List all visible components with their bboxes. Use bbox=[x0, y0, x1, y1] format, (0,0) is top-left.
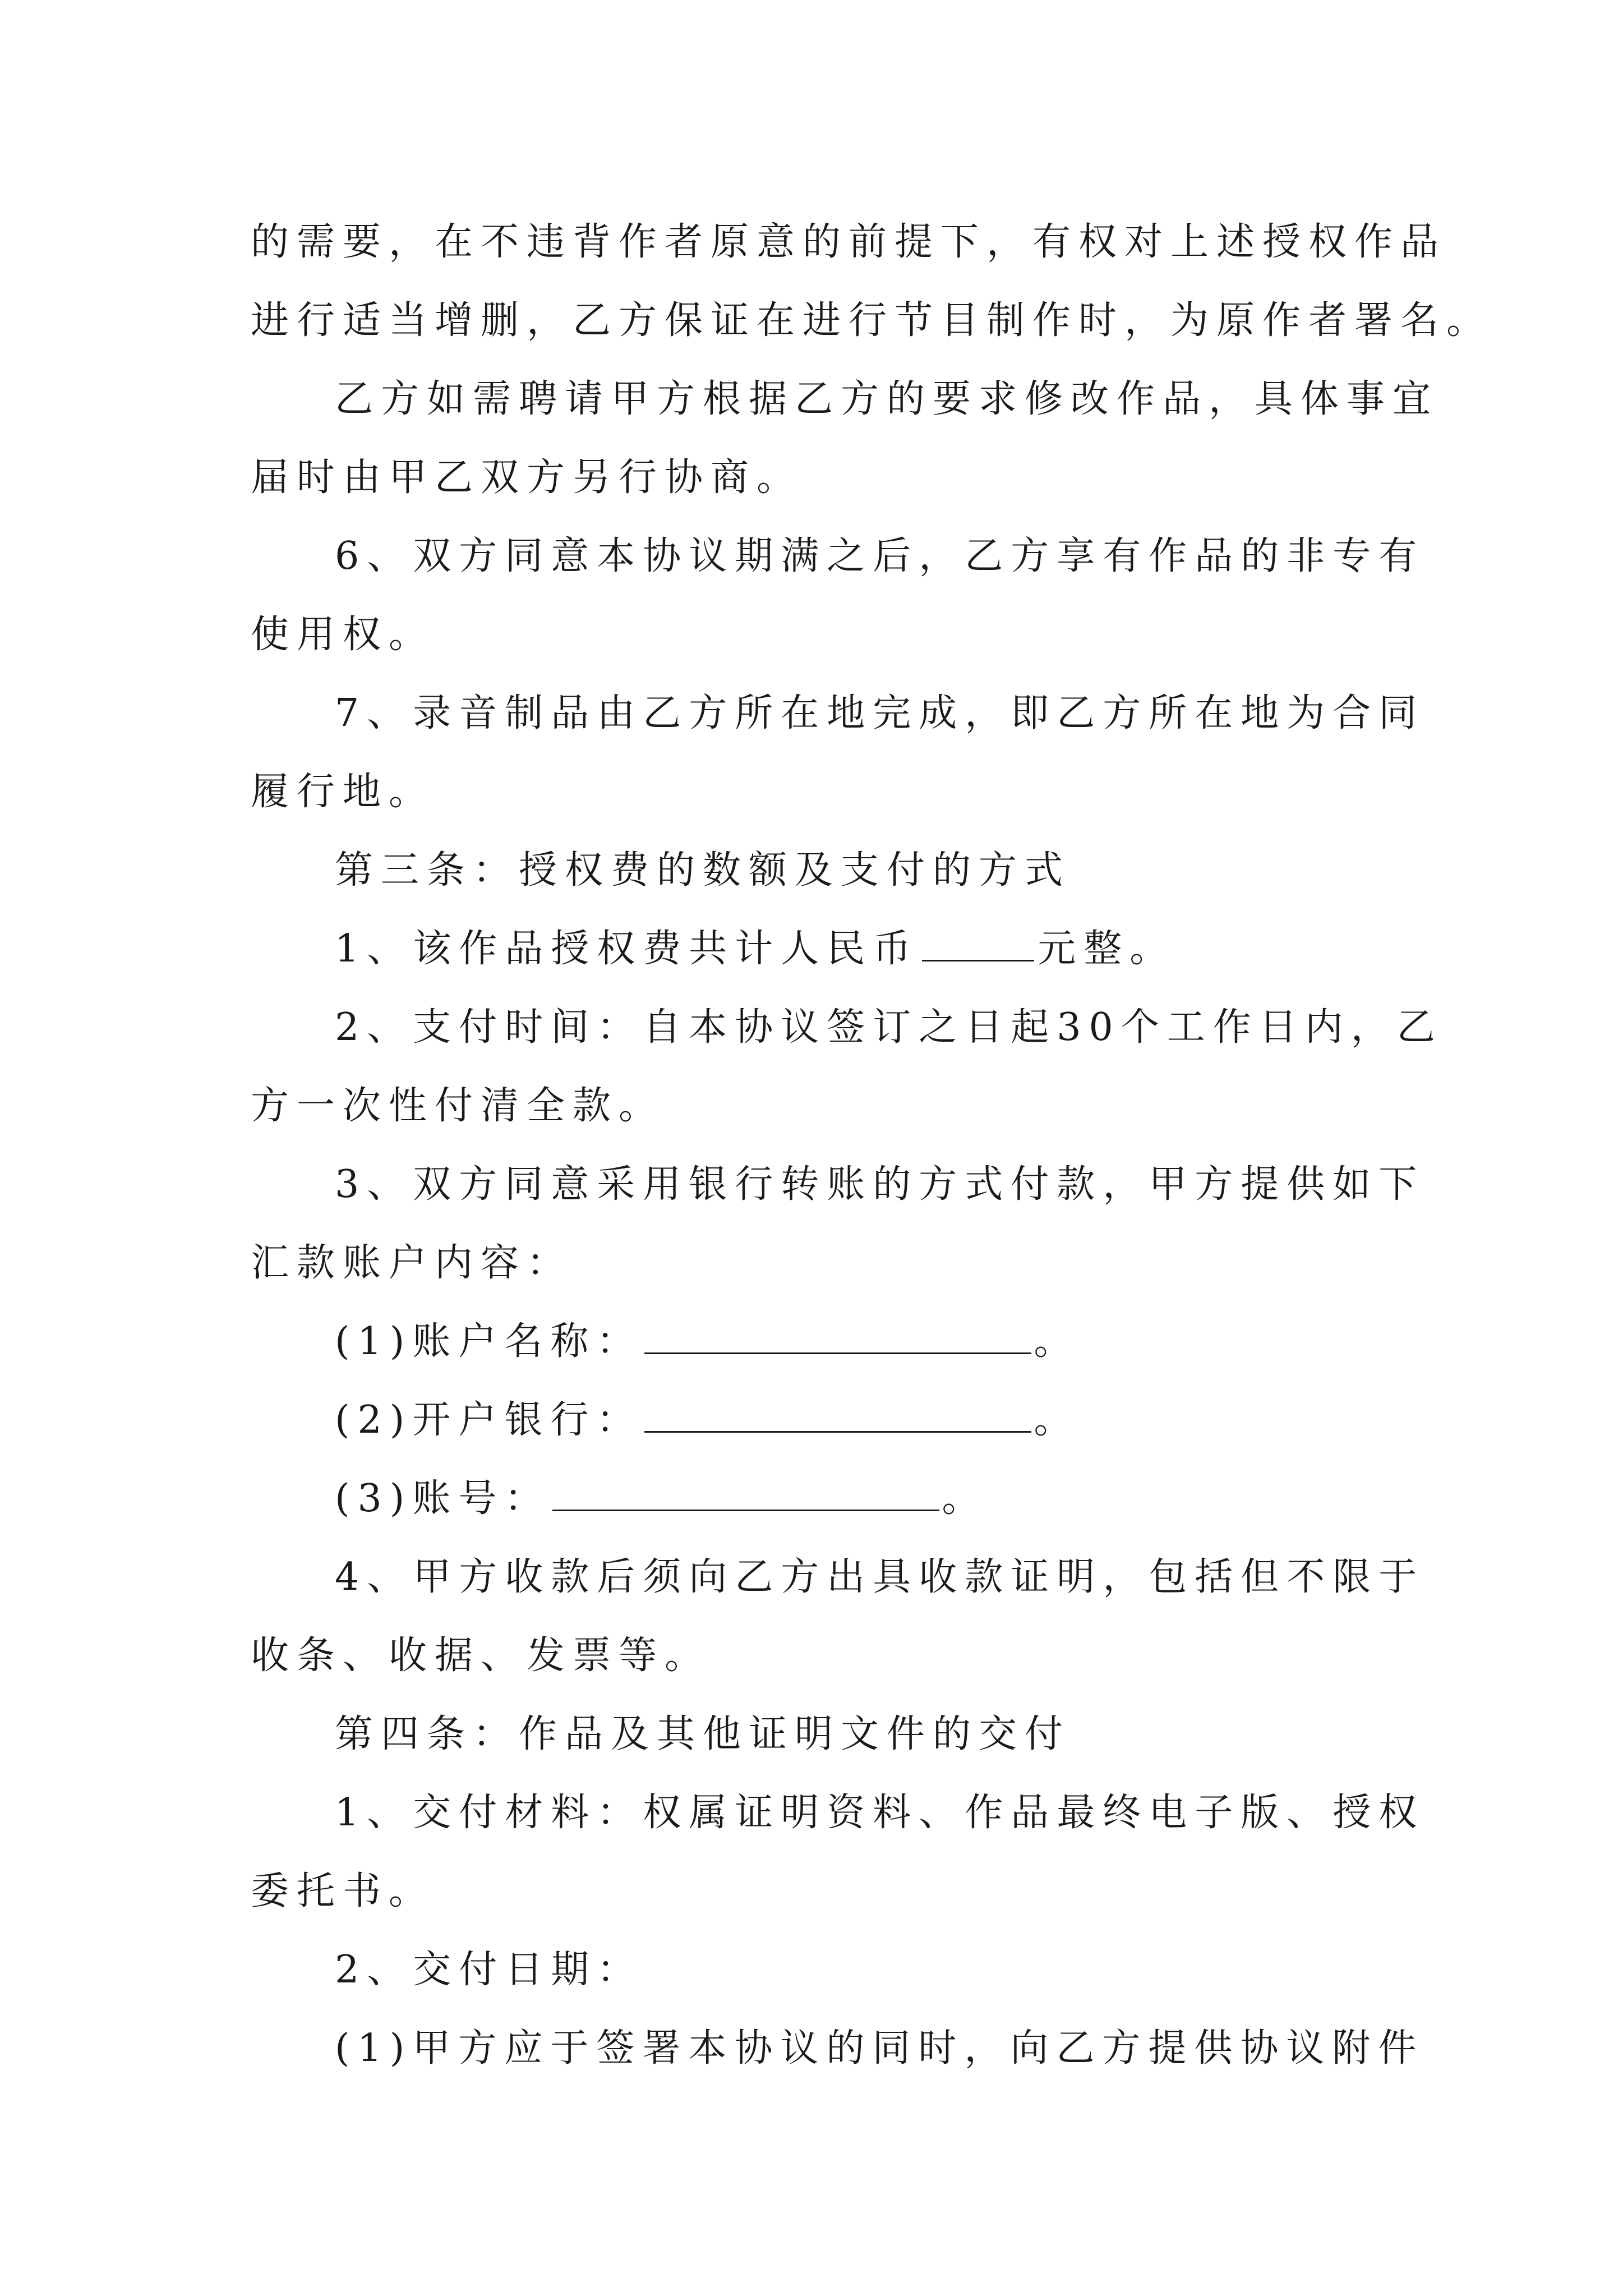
account-number-period: 。 bbox=[942, 1476, 988, 1521]
fee-amount-label: 1、该作品授权费共计人民币 bbox=[335, 927, 919, 971]
delivery-date-item-1-line: (1)甲方应于签署本协议的同时，向乙方提供协议附件 bbox=[335, 2026, 1424, 2070]
fee-amount-line bbox=[251, 910, 1395, 988]
account-name-blank bbox=[644, 1319, 1031, 1354]
bank-name-period: 。 bbox=[1034, 1398, 1080, 1442]
paragraph-line: 使用权。 bbox=[251, 613, 435, 657]
payment-time-line: 2、支付时间：自本协议签订之日起30个工作日内，乙 bbox=[335, 1005, 1443, 1050]
account-name-line bbox=[251, 1303, 1395, 1381]
bank-name-label: (2)开户银行： bbox=[335, 1398, 643, 1442]
bank-name-blank bbox=[644, 1397, 1031, 1433]
paragraph-line: 委托书。 bbox=[251, 1869, 435, 1913]
paragraph-line: 的需要，在不违背作者原意的前提下，有权对上述授权作品 bbox=[251, 220, 1447, 264]
paragraph-line: 乙方如需聘请甲方根据乙方的要求修改作品，具体事宜 bbox=[335, 377, 1439, 421]
account-name-period: 。 bbox=[1034, 1319, 1080, 1364]
paragraph-line: 进行适当增删，乙方保证在进行节目制作时，为原作者署名。 bbox=[251, 298, 1493, 343]
account-number-label: (3)账号： bbox=[335, 1476, 551, 1521]
fee-amount-blank bbox=[922, 926, 1034, 961]
document-body bbox=[251, 203, 1493, 2088]
account-number-line bbox=[251, 1460, 1395, 1538]
clause-6-line: 6、双方同意本协议期满之后，乙方享有作品的非专有 bbox=[335, 534, 1425, 578]
fee-amount-suffix: 元整。 bbox=[1038, 927, 1176, 971]
receipt-line: 4、甲方收款后须向乙方出具收款证明，包括但不限于 bbox=[335, 1555, 1425, 1599]
account-name-label: (1)账户名称： bbox=[335, 1319, 643, 1364]
delivery-date-line: 2、交付日期： bbox=[335, 1948, 643, 1992]
paragraph-line: 届时由甲乙双方另行协商。 bbox=[251, 455, 803, 500]
paragraph-line: 收条、收据、发票等。 bbox=[251, 1634, 711, 1678]
paragraph-line: 方一次性付清全款。 bbox=[251, 1084, 665, 1128]
bank-name-line bbox=[251, 1381, 1395, 1460]
section-heading-article-3: 第三条：授权费的数额及支付的方式 bbox=[335, 848, 1071, 892]
paragraph-line: 履行地。 bbox=[251, 770, 435, 814]
payment-method-line: 3、双方同意采用银行转账的方式付款，甲方提供如下 bbox=[335, 1162, 1425, 1207]
delivery-materials-line: 1、交付材料：权属证明资料、作品最终电子版、授权 bbox=[335, 1791, 1425, 1835]
account-number-blank bbox=[552, 1476, 939, 1511]
paragraph-line: 汇款账户内容： bbox=[251, 1241, 573, 1285]
clause-7-line: 7、录音制品由乙方所在地完成，即乙方所在地为合同 bbox=[335, 691, 1425, 735]
section-heading-article-4: 第四条：作品及其他证明文件的交付 bbox=[335, 1712, 1071, 1756]
